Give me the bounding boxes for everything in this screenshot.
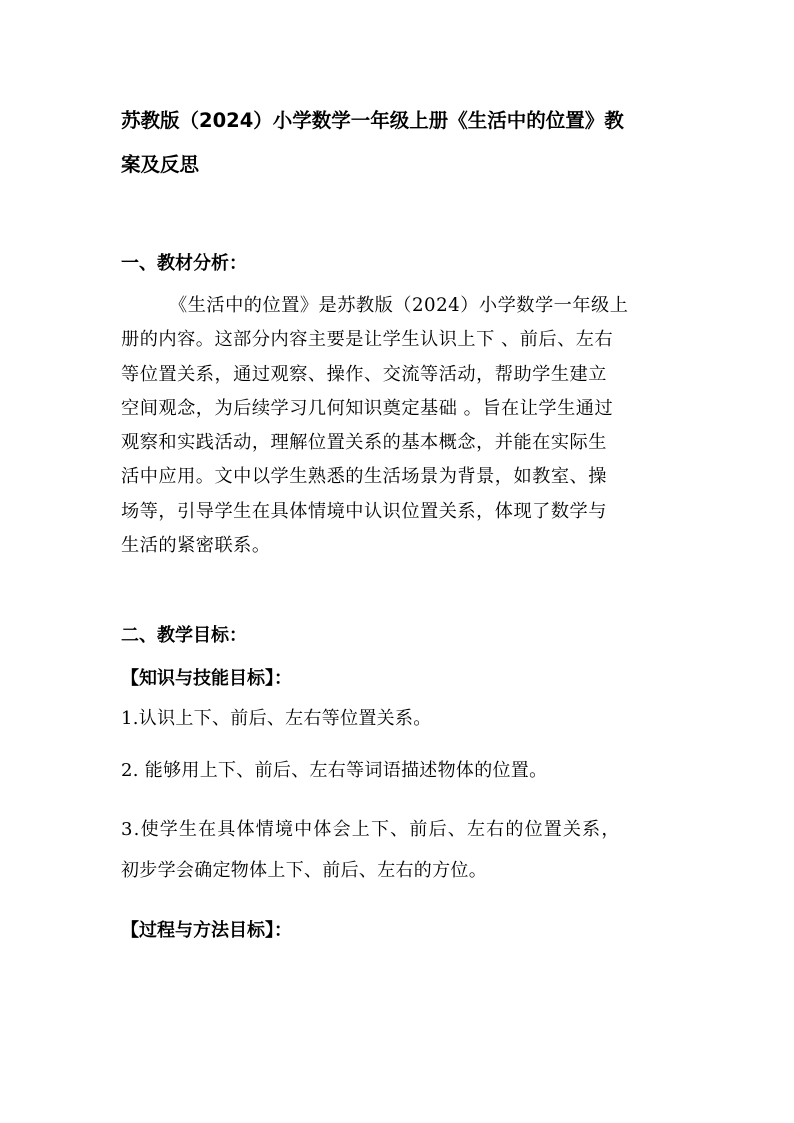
paragraph-line: 空间观念，为后续学习几何知识奠定基础 。旨在让学生通过 bbox=[121, 397, 614, 419]
paragraph-line: 《生活中的位置》是苏教版（2024）小学数学一年级上 bbox=[169, 295, 629, 316]
paragraph-line: 活中应用。文中以学生熟悉的生活场景为背景，如教室、操 bbox=[121, 466, 607, 488]
paragraph-line: 观察和实践活动，理解位置关系的基本概念，并能在实际生 bbox=[121, 432, 607, 454]
paragraph-line: 生活的紧密联系。 bbox=[121, 535, 271, 557]
goal-item-3-line-2: 初步学会确定物体上下、前后、左右的方位。 bbox=[121, 860, 487, 881]
section-heading-teaching-goals: 二、教学目标： bbox=[121, 625, 247, 646]
section-heading-material-analysis: 一、教材分析： bbox=[121, 253, 247, 274]
paragraph-line: 场等，引导学生在具体情境中认识位置关系，体现了数学与 bbox=[121, 500, 607, 522]
paragraph-line: 册的内容。这部分内容主要是让学生认识上下 、前后、左右 bbox=[121, 329, 614, 351]
paragraph-line: 等位置关系，通过观察、操作、交流等活动，帮助学生建立 bbox=[121, 363, 607, 385]
title-line-1: 苏教版（2024）小学数学一年级上册《生活中的位置》教 bbox=[121, 109, 624, 132]
material-analysis-paragraph bbox=[121, 289, 681, 563]
subheading-process-methods: 【过程与方法目标】： bbox=[121, 920, 292, 941]
goal-item-2: 2. 能够用上下、前后、左右等词语描述物体的位置。 bbox=[121, 760, 548, 781]
document-title bbox=[121, 99, 681, 187]
goal-item-3-line-1: 3.使学生在具体情境中体会上下、前后、左右的位置关系， bbox=[121, 819, 621, 840]
title-line-2: 案及反思 bbox=[121, 153, 200, 176]
goal-item-1: 1.认识上下、前后、左右等位置关系。 bbox=[121, 708, 432, 729]
subheading-knowledge-skills: 【知识与技能目标】： bbox=[121, 668, 292, 689]
